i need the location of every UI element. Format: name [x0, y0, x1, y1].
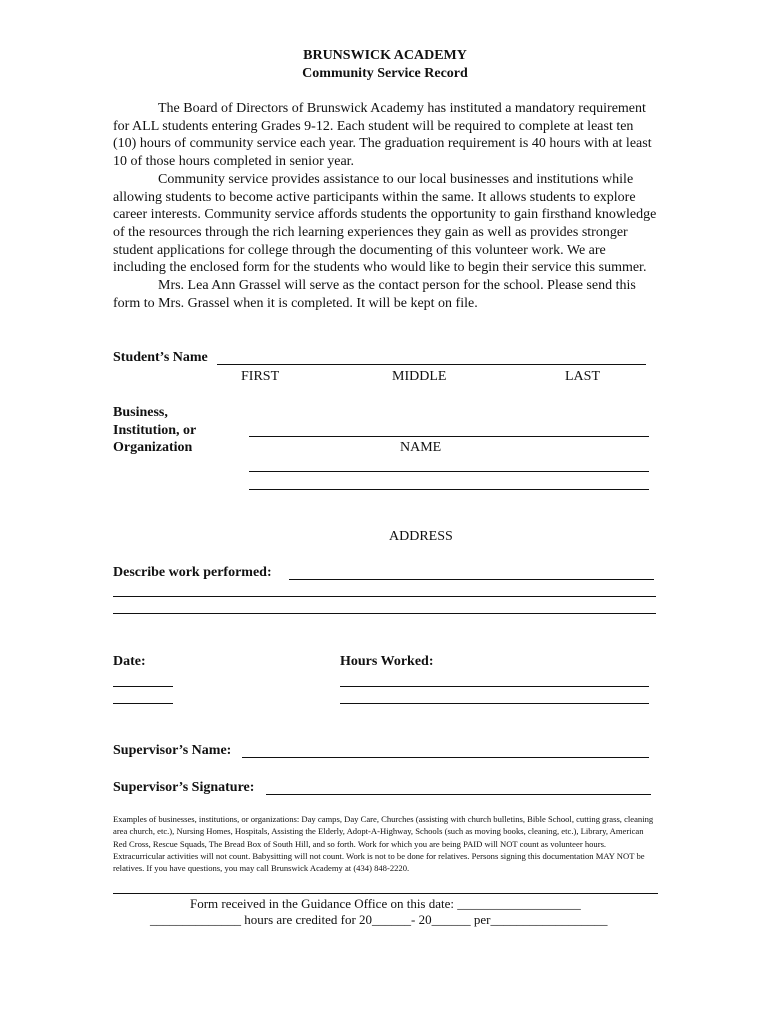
intro-text: [113, 100, 658, 312]
hours-worked-label: Hours Worked:: [340, 654, 434, 669]
date-field-1[interactable]: [113, 686, 173, 687]
intro-paragraph-1: The Board of Directors of Brunswick Academy has instituted a mandatory requirement for ALL students entering Grades 9-12. Each student will be required to complete at least ten (10) hours of community service each year. The graduation requirement is 40 hours with at least 10 of those hours completed in senior year.: [113, 101, 652, 170]
business-label-line-2: Institution, or: [113, 423, 197, 438]
student-first-caption: FIRST: [241, 369, 280, 384]
student-name-label: Student’s Name: [113, 350, 208, 365]
office-received-line: Form received in the Guidance Office on this date: ___________________: [190, 896, 581, 911]
document-subtitle: Community Service Record: [302, 66, 468, 81]
date-field-2[interactable]: [113, 703, 173, 704]
work-performed-label: Describe work performed:: [113, 565, 272, 580]
organization-address-caption: ADDRESS: [389, 529, 453, 544]
organization-address-field-2[interactable]: [249, 489, 649, 490]
date-label: Date:: [113, 654, 146, 669]
work-performed-field-3[interactable]: [113, 613, 656, 614]
work-performed-field-2[interactable]: [113, 596, 656, 597]
organization-name-caption: NAME: [400, 440, 442, 455]
examples-note: Examples of businesses, institutions, or organizations: Day camps, Day Care, Churches (assisting with church bulletins, Bible School, cutting grass, cleaning area church, etc.), Nursing Homes, Hospitals, Assisting the Elderly, Adopt-A-Highway, Schools (such as moving books, cleaning, etc.), Library, American Red Cross, Rescue Squads, The Bread Box of South Hill, and so forth. Work for which you are being PAID will NOT count as volunteer hours. Extracurricular activities will not count. Babysitting will not count. Work is not to be done for relatives. Persons signing this documentation MAY NOT be relatives. If you have questions, you may call Brunswick Academy at (434) 848-2220.: [113, 814, 654, 874]
student-name-field[interactable]: [217, 364, 646, 365]
supervisor-name-field[interactable]: [242, 757, 649, 758]
document-title: BRUNSWICK ACADEMY: [303, 48, 467, 63]
office-credited-line: ______________ hours are credited for 20______- 20______ per__________________: [150, 912, 608, 927]
intro-paragraph-3: Mrs. Lea Ann Grassel will serve as the contact person for the school. Please send this form to Mrs. Grassel when it is completed. It will be kept on file.: [113, 278, 636, 311]
work-performed-field-1[interactable]: [289, 579, 654, 580]
hours-worked-field-2[interactable]: [340, 703, 649, 704]
student-last-caption: LAST: [565, 369, 600, 384]
supervisor-name-label: Supervisor’s Name:: [113, 743, 232, 758]
organization-address-field-1[interactable]: [249, 471, 649, 472]
business-label-line-3: Organization: [113, 440, 193, 455]
supervisor-signature-label: Supervisor’s Signature:: [113, 780, 255, 795]
business-label-line-1: Business,: [113, 405, 168, 420]
supervisor-signature-field[interactable]: [266, 794, 651, 795]
student-middle-caption: MIDDLE: [392, 369, 447, 384]
organization-name-field[interactable]: [249, 436, 649, 437]
intro-paragraph-2: Community service provides assistance to our local businesses and institutions while allowing students to become active participants within the same. It allows students to explore career interests. Community service affords students the opportunity to gain firsthand knowledge of the resources through the rich learning experiences they gain as well as provides stronger student applications for college through the documenting of this volunteer work. We are including the enclosed form for the students who would like to begin their service this summer.: [113, 171, 657, 276]
office-use-divider: [113, 893, 658, 894]
hours-worked-field-1[interactable]: [340, 686, 649, 687]
